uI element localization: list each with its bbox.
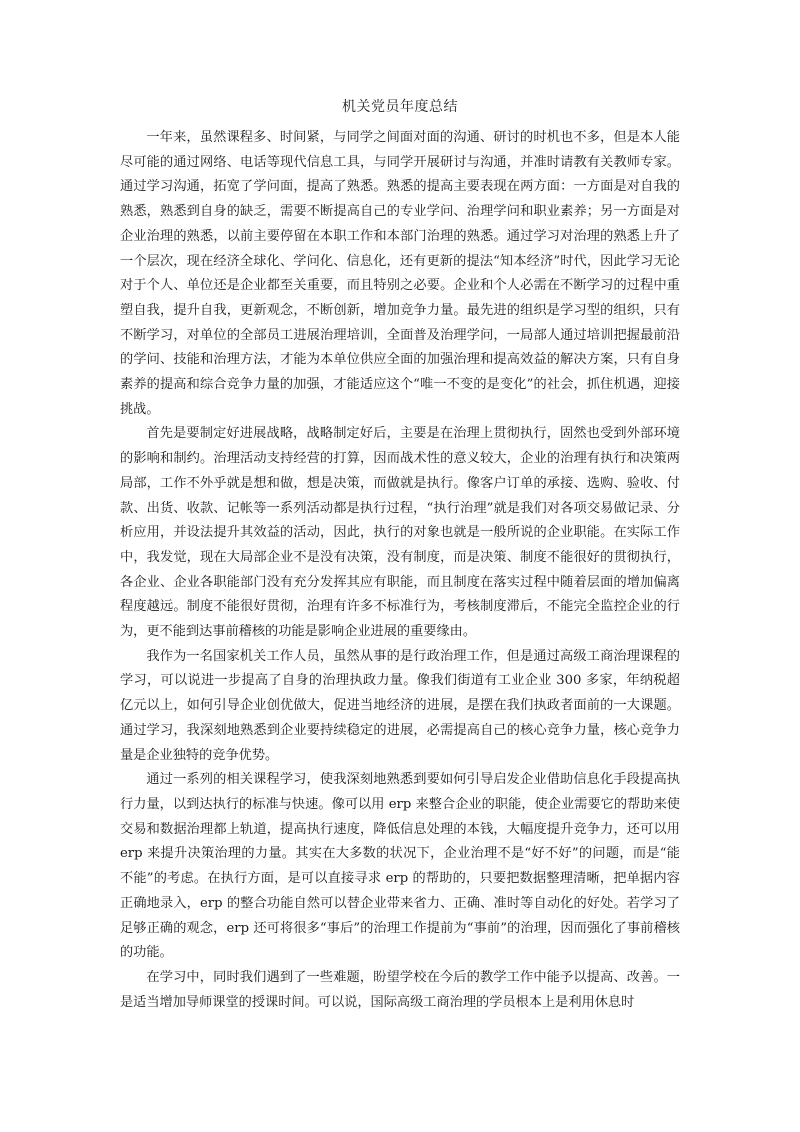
paragraph-5: 在学习中，同时我们遇到了一些难题，盼望学校在今后的教学工作中能予以提高、改善。一是适当增加导师课堂的授课时间。可以说，国际高级工商治理的学员根本上是利用休息时 [120, 969, 680, 1010]
document-body [120, 126, 680, 1015]
paragraph-4: 通过一系列的相关课程学习，使我深刻地熟悉到要如何引导启发企业借助信息化手段提高执行力量，以到达执行的标准与快速。像可以用 erp 来整合企业的职能，使企业需要它的帮助来使交易和数据治理都上轨道，提高执行速度，降低信息处理的本钱，大幅度提升竞争力，还可以用 erp 来提升决策治理的力量。其实在大多数的状况下，企业治理不是“好不好”的问题，而是“能不能”的考虑。在执行方面，是可以直接寻求 erp 的帮助的，只要把数据整理清晰，把单据内容正确地录入，erp 的整合功能自然可以替企业带来省力、正确、准时等自动化的好处。若学习了足够正确的观念，erp 还可将很多“事后”的治理工作提前为“事前”的治理，因而强化了事前稽核的功能。 [120, 772, 680, 961]
document-title: 机关党员年度总结 [342, 99, 458, 115]
paragraph-3: 我作为一名国家机关工作人员，虽然从事的是行政治理工作，但是通过高级工商治理课程的学习，可以说进一步提高了自身的治理执政力量。像我们街道有工业企业 300 多家，年纳税超亿元以上，如何引导企业创优做大，促进当地经济的进展，是摆在我们执政者面前的一大课题。通过学习，我深刻地熟悉到企业要持续稳定的进展，必需提高自己的核心竞争力量，核心竞争力量是企业独特的竞争优势。 [120, 648, 680, 763]
paragraph-1: 一年来，虽然课程多、时间紧，与同学之间面对面的沟通、研讨的时机也不多，但是本人能尽可能的通过网络、电话等现代信息工具，与同学开展研讨与沟通，并准时请教有关教师专家。通过学习沟通，拓宽了学问面，提高了熟悉。熟悉的提高主要表现在两方面：一方面是对自我的熟悉，熟悉到自身的缺乏，需要不断提高自己的专业学问、治理学问和职业素养；另一方面是对企业治理的熟悉，以前主要停留在本职工作和本部门治理的熟悉。通过学习对治理的熟悉上升了一个层次，现在经济全球化、学问化、信息化，还有更新的提法“知本经济”时代，因此学习无论对于个人、单位还是企业都至关重要，而且特别之必要。企业和个人必需在不断学习的过程中重塑自我，提升自我，更新观念，不断创新，增加竞争力量。最先进的组织是学习型的组织，只有不断学习，对单位的全部员工进展治理培训，全面普及治理学问，一局部人通过培训把握最前沿的学问、技能和治理方法，才能为本单位供应全面的加强治理和提高效益的解决方案，只有自身素养的提高和综合竞争力量的加强，才能适应这个“唯一不变的是变化”的社会，抓住机遇，迎接挑战。 [120, 130, 680, 417]
paragraph-2: 首先是要制定好进展战略，战略制定好后，主要是在治理上贯彻执行，固然也受到外部环境的影响和制约。治理活动支持经营的打算，因而战术性的意义较大，企业的治理有执行和决策两局部，工作不外乎就是想和做，想是决策，而做就是执行。像客户订单的承接、选购、验收、付款、出货、收款、记帐等一系列活动都是执行过程，“执行治理”就是我们对各项交易做记录、分析应用，并设法提升其效益的活动，因此，执行的对象也就是一般所说的企业职能。在实际工作中，我发觉，现在大局部企业不是没有决策，没有制度，而是决策、制度不能很好的贯彻执行，各企业、企业各职能部门没有充分发挥其应有职能，而且制度在落实过程中随着层面的增加偏离程度越远。制度不能很好贯彻，治理有许多不标准行为，考核制度滞后，不能完全监控企业的行为，更不能到达事前稽核的功能是影响企业进展的重要缘由。 [120, 426, 680, 640]
